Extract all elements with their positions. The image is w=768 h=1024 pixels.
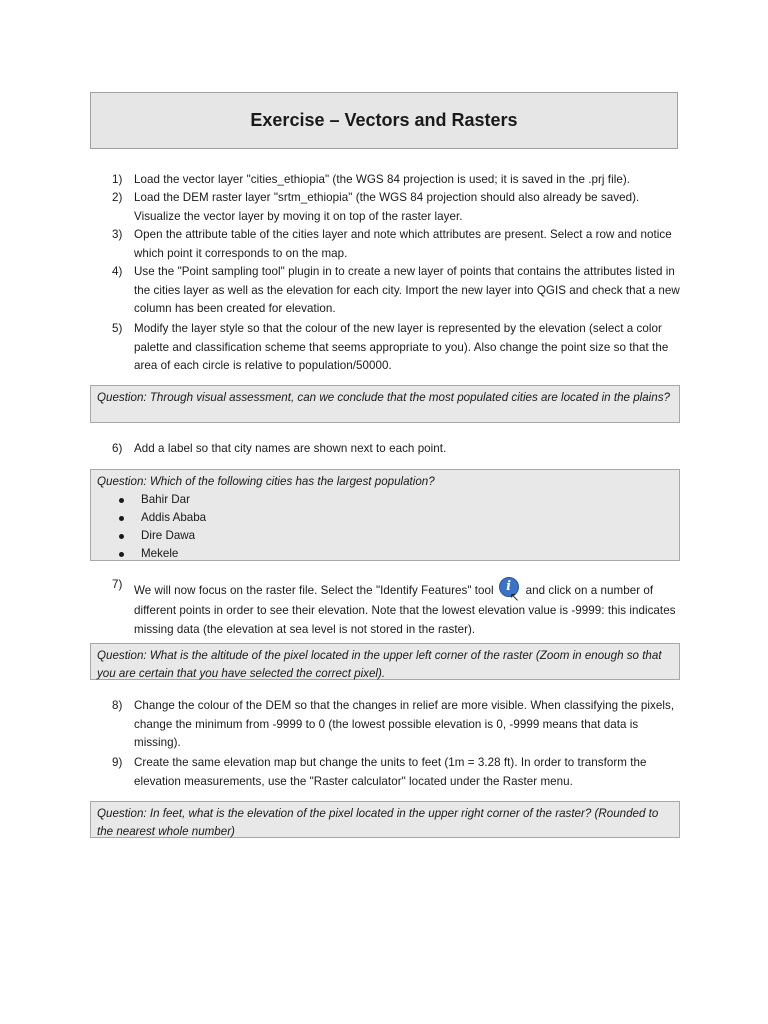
step-number: 3) [112,228,123,241]
step-2 [104,189,680,226]
question-text: Question: Which of the following cities has the largest population? [97,475,435,488]
step-text: Add a label so that city names are shown next to each point. [134,442,447,455]
city-options-list [97,491,673,563]
step-text: Open the attribute table of the cities layer and note which attributes are present. Select a row and notice which point it corresponds to on the map. [134,228,672,260]
step-number: 9) [112,756,123,769]
identify-features-icon: i ↖ [496,576,522,602]
step-number: 1) [112,173,123,186]
list-item: Addis Ababa [97,509,673,527]
list-item: Bahir Dar [97,491,673,509]
question-text: Question: What is the altitude of the pixel located in the upper left corner of the raster (Zoom in enough so that you are certain that you have selected the correct pixel). [97,649,662,680]
step-5 [104,320,680,376]
step-number: 7) [112,578,123,591]
step-number: 4) [112,265,123,278]
step-number: 2) [112,191,123,204]
step-4 [104,263,680,319]
question-box-2 [90,469,680,561]
step-text: Change the colour of the DEM so that the changes in relief are more visible. When classifying the pixels, change the minimum from -9999 to 0 (the lowest possible elevation is 0, -9999 means that data is missing). [134,699,675,749]
step-text-before: We will now focus on the raster file. Select the "Identify Features" tool [134,584,494,597]
step-text: Load the DEM raster layer "srtm_ethiopia" (the WGS 84 projection should also already be saved). Visualize the vector layer by moving it on top of the raster layer. [134,191,640,223]
step-number: 6) [112,442,123,455]
step-text-after: and click on a number of different points in order to see their elevation. Note that the lowest elevation value is -9999: this indicates missing data (the elevation at sea level is not stored in the raster). [134,584,676,636]
question-text: Question: In feet, what is the elevation of the pixel located in the upper right corner of the raster? (Rounded to the nearest whole number) [97,807,659,838]
step-1 [104,171,680,190]
list-item: Mekele [97,545,673,563]
step-text: Create the same elevation map but change the units to feet (1m = 3.28 ft). In order to transform the elevation measurements, use the "Raster calculator" located under the Raster menu. [134,756,647,788]
step-number: 8) [112,699,123,712]
list-item: Dire Dawa [97,527,673,545]
step-text: Use the "Point sampling tool" plugin in to create a new layer of points that contains the attributes listed in the cities layer as well as the elevation for each city. Import the new layer into QGIS and check that a new column has been created for elevation. [134,265,680,315]
step-9 [104,754,680,791]
step-6 [104,440,680,459]
question-text: Question: Through visual assessment, can we conclude that the most populated cities are located in the plains? [97,391,670,404]
question-box-1 [90,385,680,423]
step-text: Load the vector layer "cities_ethiopia" (the WGS 84 projection is used; it is saved in the .prj file). [134,173,630,186]
step-8 [104,697,680,753]
page-title: Exercise – Vectors and Rasters [250,110,518,130]
step-7 [104,576,680,639]
question-box-3 [90,643,680,680]
step-3 [104,226,680,263]
step-text: Modify the layer style so that the colour of the new layer is represented by the elevation (select a color palette and classification scheme that seems appropriate to you). Also change the point size so that the area of each circle is relative to population/50000. [134,322,669,372]
title-box [90,92,678,149]
step-number: 5) [112,322,123,335]
question-box-4 [90,801,680,838]
step-text [134,576,680,639]
